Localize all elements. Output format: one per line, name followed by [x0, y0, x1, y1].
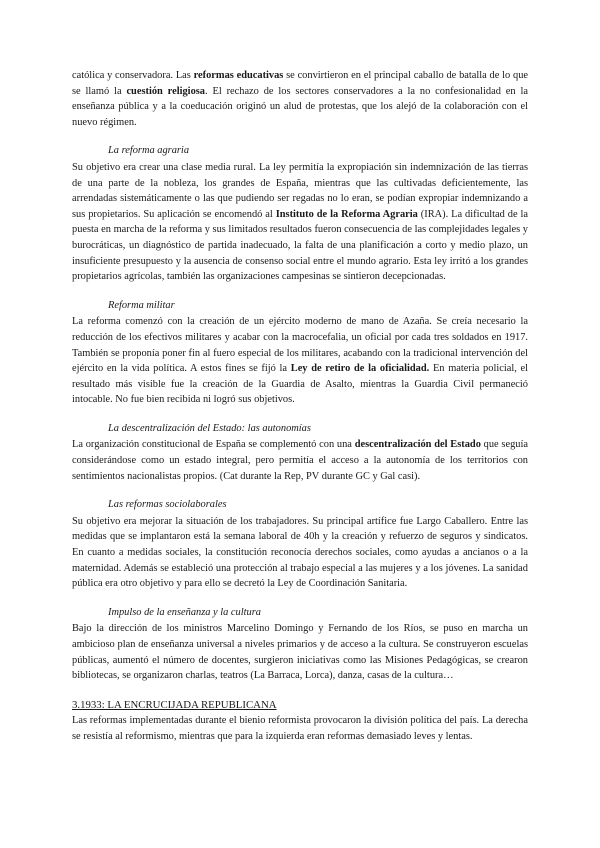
- bold-term: cuestión religiosa: [126, 85, 205, 97]
- intro-paragraph: católica y conservadora. Las reformas educativas se convirtieron en el principal caballo de batalla de lo que se llamó la cuestión religiosa. El rechazo de los sectores conservadores a la no confesionalidad en la enseñanza pública y a la coeducación originó un alud de protestas, que los alejó de la colaboración con el nuevo régimen.: [72, 70, 528, 128]
- section-heading-militar: Reforma militar: [108, 299, 175, 311]
- section-heading-sociolaborales: Las reformas sociolaborales: [108, 499, 227, 511]
- bold-term: descentralización del Estado: [354, 439, 481, 451]
- descentralizacion-paragraph: La organización constitucional de España se complementó con una descentralización del Estado que seguía considerándose como un estado integral, pero permitía el acceso a la autonomía de los territorios con sentimientos nacionalistas propios. (Cat durante la Rep, PV durante GC y Gal casi).: [72, 439, 528, 482]
- sociolaborales-paragraph: Su objetivo era mejorar la situación de los trabajadores. Su principal artífice fue Largo Caballero. Entre las medidas que se implantaron está la semana laboral de 40h y la creación y refuerzo de seguros y sindicatos. En cuanto a medidas sociales, la constitución reconocía derechos sociales, como ayudas a ancianos o a la maternidad. Además se estableció una protección al trabajo especial a las mujeres y a los jóvenes. La sanidad pública era otro objetivo y para ello se decretó la Ley de Coordinación Sanitaria.: [72, 515, 528, 590]
- bold-term: Instituto de la Reforma Agraria: [275, 208, 418, 220]
- agraria-paragraph: Su objetivo era crear una clase media rural. La ley permitía la expropiación sin indemnización de las tierras de una parte de la nobleza, los grandes de España, mientras que las cultivadas deficientemente, las arrendadas sistemáticamente o las que pudiendo ser regadas no lo eran, se podían expropiar indemnizando a sus propietarios. Su aplicación se encomendó al Instituto de la Reforma Agraria (IRA). La dificultad de la puesta en marcha de la reforma y sus limitados resultados fueron consecuencia de las complejidades legales y burocráticas, un diagnóstico de partida inadecuado, la falta de una planificación a corto y medio plazo, un insuficiente presupuesto y la ausencia de consenso social entre el mundo agrario. Esta ley irritó a los grandes propietarios agrícolas, también las organizaciones campesinas se sintieron decepcionadas.: [72, 161, 528, 283]
- bold-term: Ley de retiro de la oficialidad.: [290, 363, 430, 375]
- section-heading-cultura: Impulso de la enseñanza y la cultura: [108, 606, 261, 618]
- bold-term: reformas educativas: [193, 70, 284, 81]
- chapter-heading: 3.1933: LA ENCRUCIJADA REPUBLICANA: [72, 698, 277, 711]
- section-heading-descentralizacion: La descentralización del Estado: las autonomías: [108, 422, 311, 434]
- militar-paragraph: La reforma comenzó con la creación de un ejército moderno de mano de Azaña. Se creía necesario la reducción de los efectivos militares y acabar con la macrocefalia, un oficial por cada tres soldados en 1917. También se proponía poner fin al fuero especial de los militares, acabando con la tradicional intervención del ejército en la vida política. A estos fines se fijó la Ley de retiro de la oficialidad. En materia policial, el resultado más visible fue la creación de la Guardia de Asalto, mientras la Guardia Civil permaneció intocable. No fue bien recibida ni logró sus objetivos.: [72, 316, 529, 406]
- encrucijada-paragraph: Las reformas implementadas durante el bienio reformista provocaron la división política del país. La derecha se resistía al reformismo, mientras que para la izquierda eran reformas demasiado leves y lentas.: [72, 715, 528, 742]
- cultura-paragraph: Bajo la dirección de los ministros Marcelino Domingo y Fernando de los Ríos, se puso en marcha un ambicioso plan de enseñanza universal a niveles primarios y de acceso a la cultura. Se construyeron escuelas públicas, aumentó el número de docentes, surgieron iniciativas como las Misiones Pedagógicas, se crearon bibliotecas, se organizaron charlas, teatros (La Barraca, Lorca), danza, casas de la cultura…: [72, 623, 528, 682]
- section-heading-agraria: La reforma agraria: [108, 145, 190, 157]
